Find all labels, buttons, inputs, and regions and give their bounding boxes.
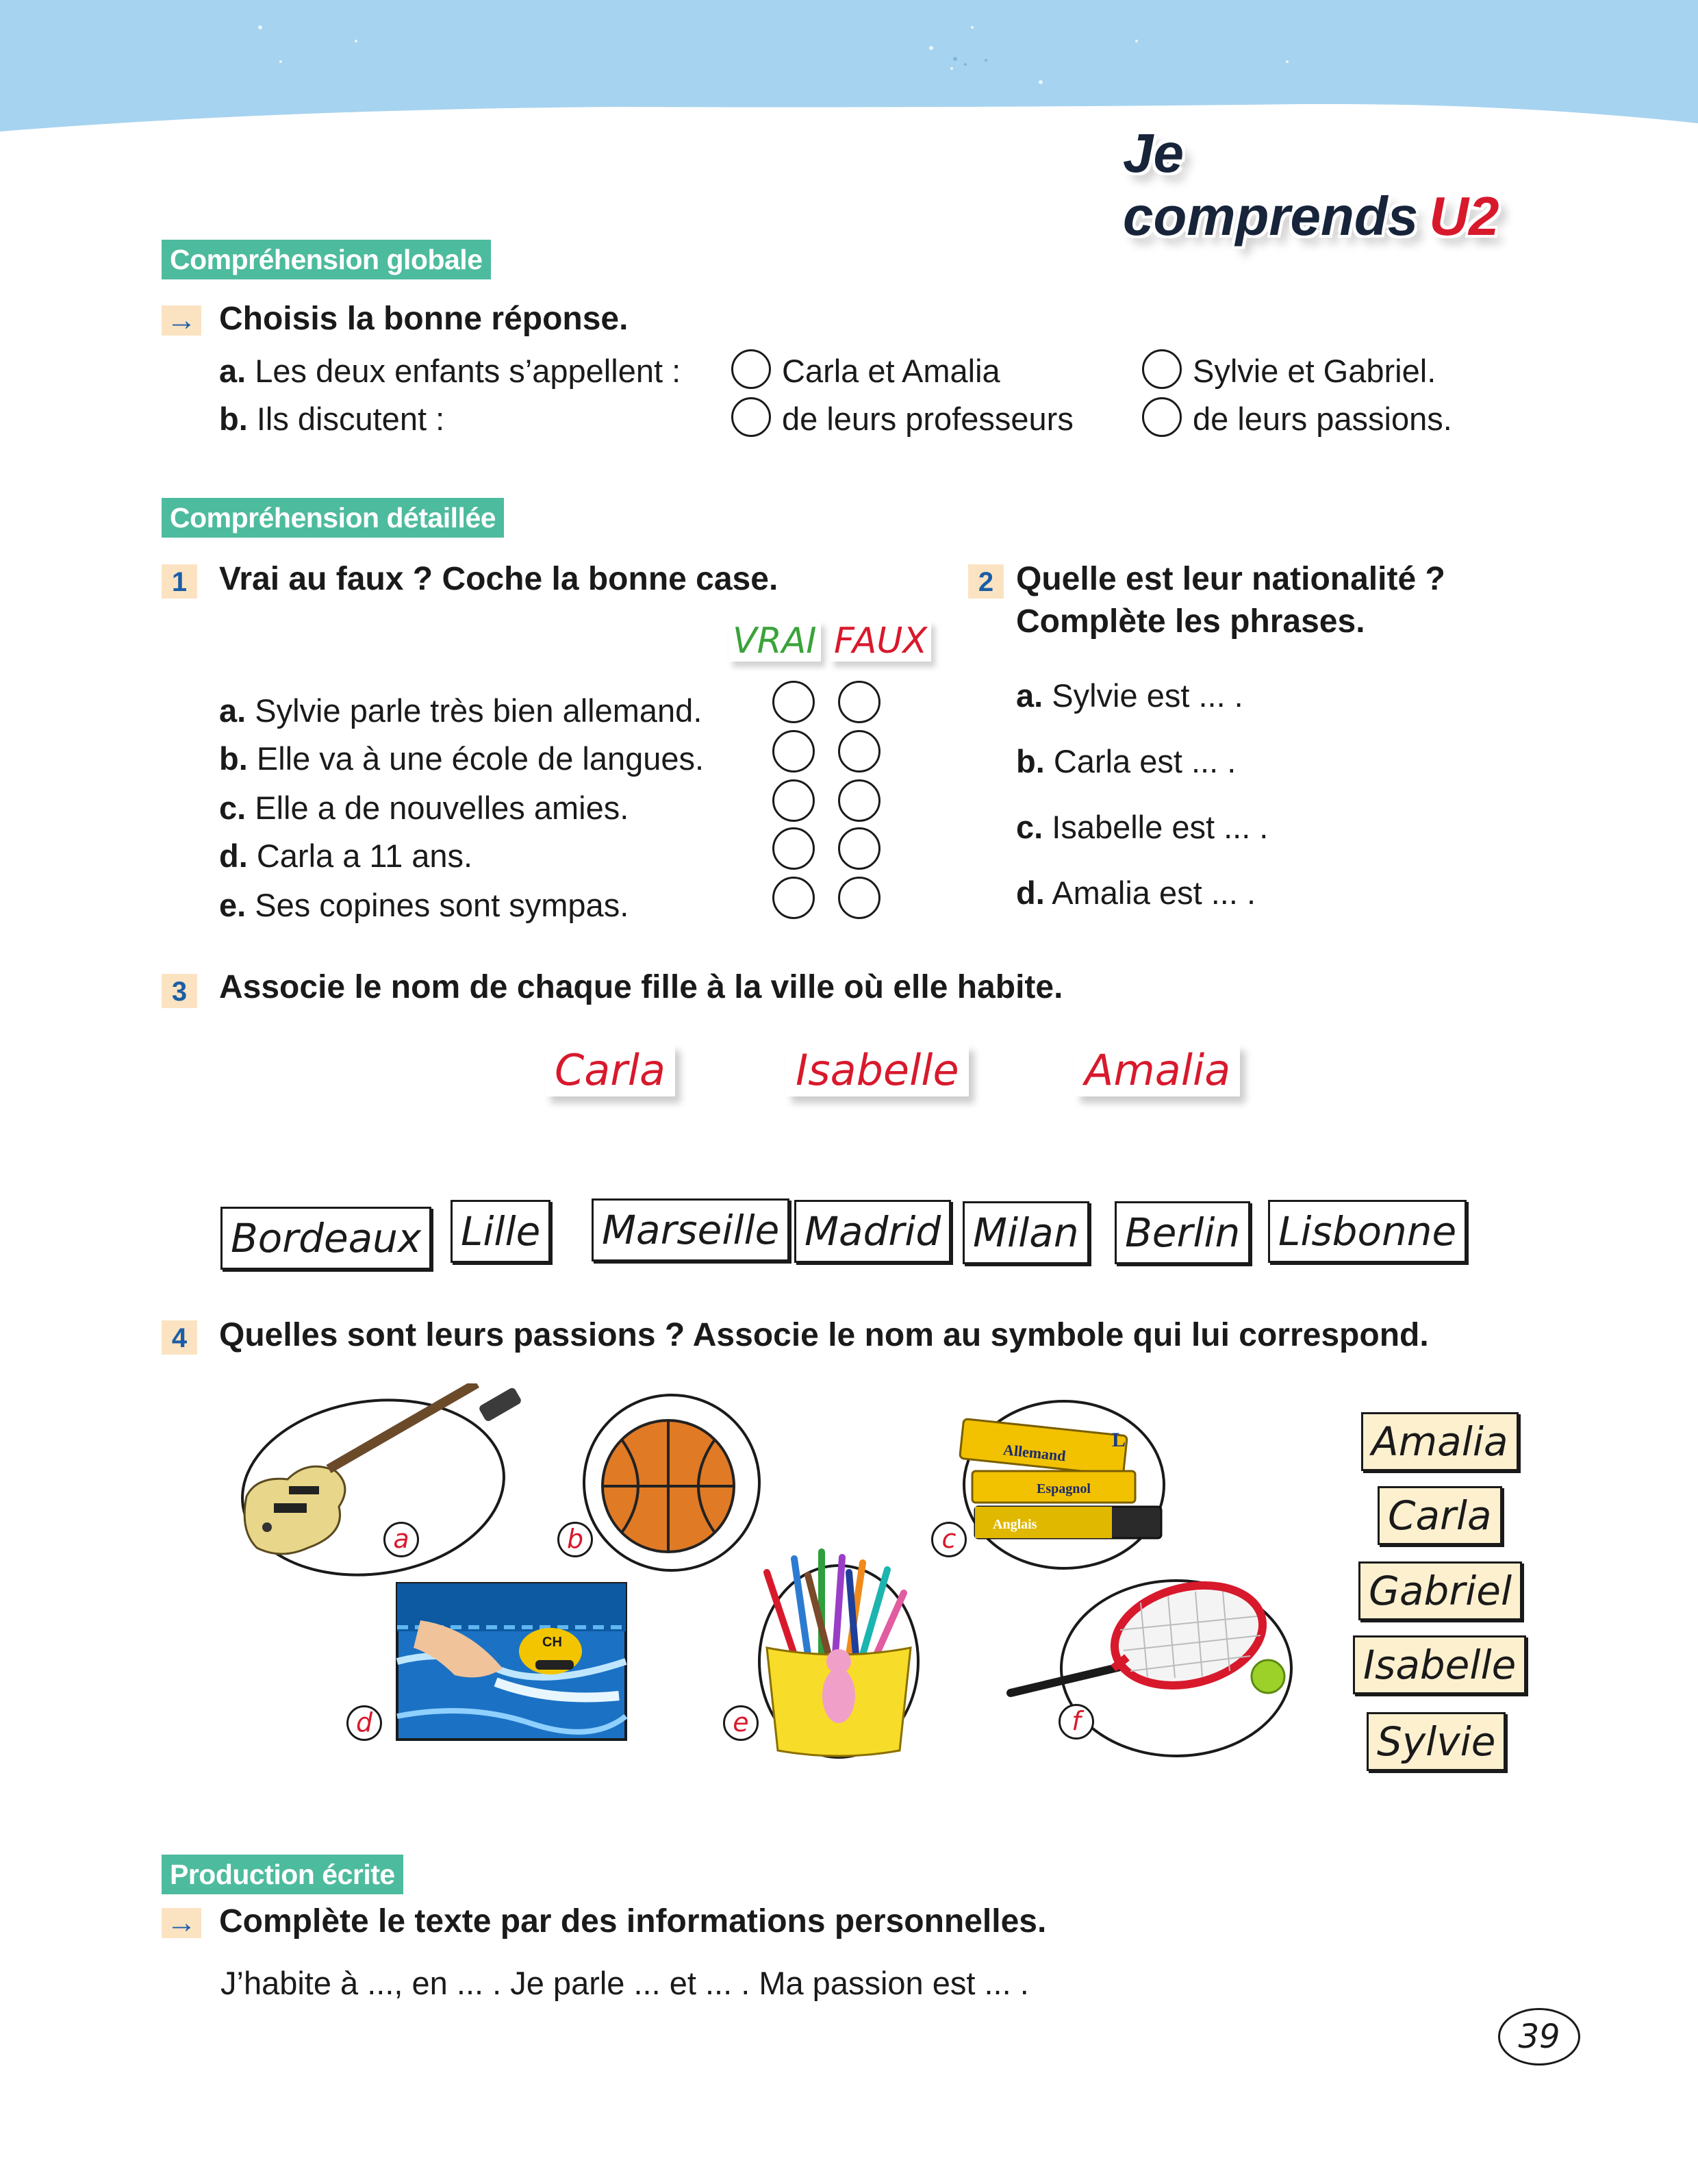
faux-checkbox[interactable] — [838, 681, 880, 723]
vrai-checkbox[interactable] — [772, 827, 815, 870]
label-badge: f — [1059, 1704, 1094, 1740]
ex2-item — [1016, 677, 1243, 714]
passion-name-card[interactable]: Gabriel — [1358, 1561, 1522, 1620]
city-card[interactable]: Lisbonne — [1268, 1200, 1467, 1263]
pencil-pot-icon — [753, 1545, 924, 1761]
faux-label: FAUX — [830, 620, 931, 662]
vrai-checkbox[interactable] — [772, 877, 815, 919]
book-letter: L — [1112, 1429, 1126, 1451]
page-header — [1123, 122, 1568, 247]
global-row-b — [219, 400, 444, 438]
production-instruction: Complète le texte par des informations personnelles. — [219, 1903, 1047, 1940]
ex1-item — [219, 740, 704, 777]
option-label: Carla et Amalia — [782, 353, 1000, 389]
label-badge: a — [383, 1522, 419, 1557]
row-letter: a. — [219, 353, 246, 389]
label-badge: e — [723, 1705, 759, 1741]
item-text: Sylvie est ... . — [1052, 677, 1243, 714]
city-card[interactable]: Lille — [451, 1200, 550, 1263]
exercise-number: 2 — [968, 564, 1004, 599]
vrai-checkbox[interactable] — [772, 779, 815, 822]
tennis-racket-icon — [1004, 1575, 1298, 1760]
passion-name-card[interactable]: Amalia — [1361, 1412, 1519, 1471]
section-tag-detaillee: Compréhension détaillée — [162, 498, 504, 538]
item-text: Isabelle est ... . — [1052, 809, 1269, 845]
passion-name-card[interactable]: Isabelle — [1353, 1635, 1526, 1694]
answer-circle[interactable] — [731, 349, 771, 389]
item-text: Amalia est ... . — [1052, 875, 1256, 911]
cap-text: CH — [542, 1635, 562, 1650]
answer-circle[interactable] — [731, 397, 771, 437]
item-letter: d. — [219, 838, 248, 874]
row-letter: b. — [219, 401, 248, 437]
book-title: Espagnol — [1037, 1481, 1091, 1496]
ex2-item — [1016, 874, 1256, 912]
girl-name-card[interactable]: Amalia — [1075, 1044, 1240, 1096]
item-letter: a. — [219, 692, 246, 729]
item-text: Ses copines sont sympas. — [255, 887, 629, 923]
item-text: Carla est ... . — [1053, 743, 1237, 779]
city-card[interactable]: Madrid — [794, 1200, 951, 1263]
item-text: Elle a de nouvelles amies. — [255, 790, 629, 826]
faux-checkbox[interactable] — [838, 730, 880, 773]
ex2-instruction-line2: Complète les phrases. — [1016, 603, 1365, 640]
label-badge: b — [557, 1522, 593, 1557]
guitar-icon — [226, 1383, 527, 1589]
ex1-item — [219, 837, 472, 875]
label-badge: d — [346, 1705, 382, 1741]
girl-name-card[interactable]: Carla — [545, 1044, 675, 1096]
passion-name-card[interactable]: Sylvie — [1367, 1712, 1506, 1771]
ex2-instruction-line1: Quelle est leur nationalité ? — [1016, 561, 1445, 597]
city-card[interactable]: Marseille — [592, 1198, 789, 1262]
exercise-number: 4 — [162, 1320, 197, 1355]
vrai-label: VRAI — [728, 620, 821, 662]
ex1-instruction: Vrai au faux ? Coche la bonne case. — [219, 561, 778, 597]
item-text: Elle va à une école de langues. — [256, 740, 705, 777]
arrow-icon: → — [162, 305, 201, 336]
item-letter: e. — [219, 887, 246, 923]
item-letter: b. — [219, 740, 248, 777]
item-letter: a. — [1016, 677, 1043, 714]
global-row-a — [219, 352, 681, 390]
city-card[interactable]: Bordeaux — [220, 1207, 431, 1270]
ex2-item — [1016, 742, 1236, 780]
ex1-item — [219, 692, 702, 729]
exercise-number: 1 — [162, 564, 197, 599]
option-label: de leurs passions. — [1193, 401, 1452, 437]
unit-label: U2 — [1429, 186, 1499, 247]
page-number: 39 — [1498, 2008, 1580, 2066]
ex1-item — [219, 886, 629, 924]
basketball-icon — [572, 1390, 764, 1577]
answer-circle[interactable] — [1142, 397, 1182, 437]
faux-checkbox[interactable] — [838, 827, 880, 870]
book-title: Allemand — [1002, 1440, 1067, 1465]
section-tag-globale: Compréhension globale — [162, 240, 491, 279]
section-tag-production: Production écrite — [162, 1855, 403, 1894]
city-card[interactable]: Milan — [963, 1201, 1089, 1264]
faux-checkbox[interactable] — [838, 779, 880, 822]
item-text: Sylvie parle très bien allemand. — [255, 692, 702, 729]
vrai-checkbox[interactable] — [772, 730, 815, 773]
page-title: Je comprends — [1123, 123, 1419, 247]
books-icon — [954, 1397, 1174, 1575]
item-letter: d. — [1016, 875, 1045, 911]
ex3-instruction: Associe le nom de chaque fille à la ville où elle habite. — [219, 969, 1063, 1005]
label-badge: c — [931, 1522, 967, 1557]
girl-name-card[interactable]: Isabelle — [786, 1044, 969, 1096]
global-instruction: Choisis la bonne réponse. — [219, 301, 629, 337]
option-label: Sylvie et Gabriel. — [1193, 353, 1436, 389]
ex1-item — [219, 789, 629, 827]
exercise-number: 3 — [162, 974, 197, 1008]
row-text: Ils discutent : — [256, 401, 445, 437]
faux-checkbox[interactable] — [838, 877, 880, 919]
swimmer-icon — [393, 1579, 630, 1744]
sky-banner — [0, 0, 1698, 137]
arrow-icon: → — [162, 1908, 201, 1938]
item-letter: b. — [1016, 743, 1045, 779]
item-letter: c. — [1016, 809, 1043, 845]
book-title: Anglais — [993, 1517, 1037, 1532]
item-letter: c. — [219, 790, 246, 826]
passion-name-card[interactable]: Carla — [1378, 1486, 1502, 1545]
option-label: de leurs professeurs — [782, 401, 1074, 437]
production-text: J’habite à ..., en ... . Je parle ... et ... . Ma passion est ... . — [220, 1965, 1029, 2001]
city-card[interactable]: Berlin — [1115, 1201, 1250, 1264]
item-text: Carla a 11 ans. — [256, 838, 473, 874]
ex2-item — [1016, 808, 1268, 846]
ex4-instruction: Quelles sont leurs passions ? Associe le nom au symbole qui lui correspond. — [219, 1317, 1429, 1353]
answer-circle[interactable] — [1142, 349, 1182, 389]
row-text: Les deux enfants s’appellent : — [255, 353, 681, 389]
vrai-checkbox[interactable] — [772, 681, 815, 723]
